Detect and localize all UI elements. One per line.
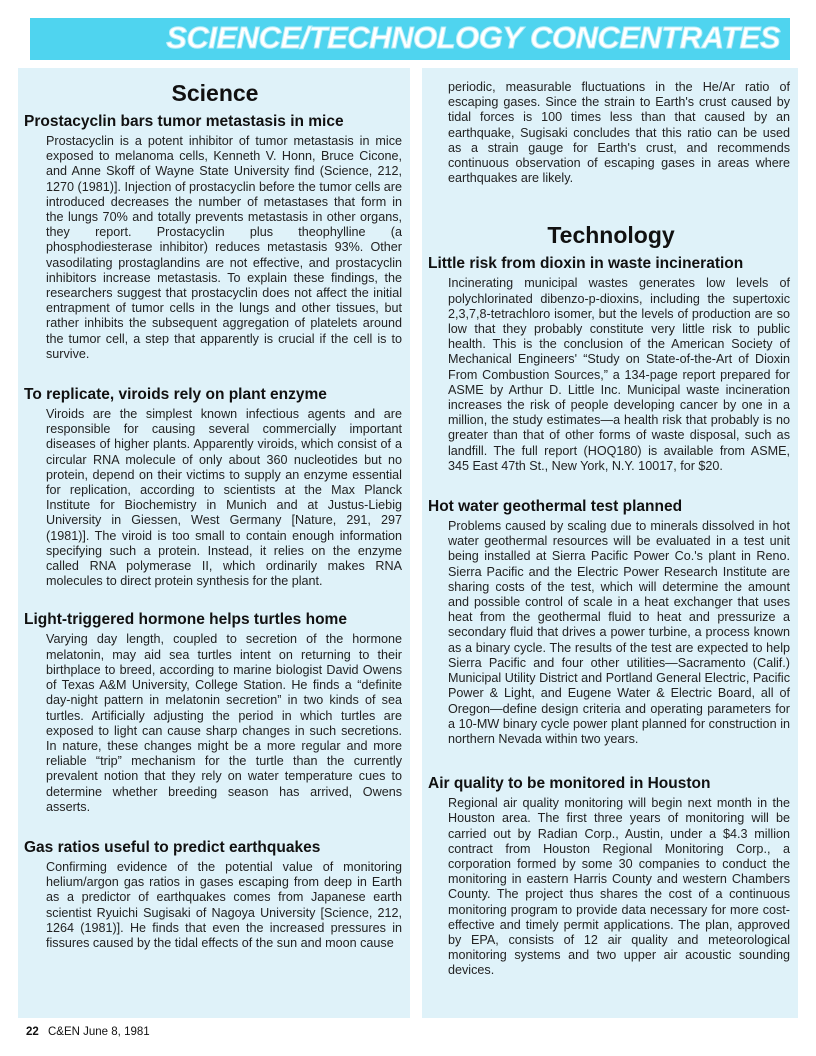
article-viroids bbox=[24, 386, 406, 589]
right-column bbox=[428, 76, 794, 1021]
article-body: Confirming evidence of the potential value of monitoring helium/argon gas ratios in gases escaping from deep in Earth as a predictor of earthquakes comes from Japanese earth scientist Ryuichi Sugisaki of Nagoya University [Science, 212, 1264 (1981)]. He finds that even the increased pressures in fissures caused by the tidal effects of the sun and moon cause bbox=[46, 859, 402, 950]
article-title: Hot water geothermal test planned bbox=[428, 498, 683, 516]
article-body: Varying day length, coupled to secretion of the hormone melatonin, may aid sea turtles intent on returning to their birthplace to breed, according to marine biologist David Owens of Texas A&M University, College Station. He finds a “definite day-night pattern in melatonin secretion” in two kinds of sea turtles. Artificially adjusting the period in which turtles are exposed to light can cause sharp changes in such secretions. In nature, these changes might be a more regular and more reliable “trip” mechanism for the turtle than the currently prevalent notion that they rely on water temperature cues to determine whether breeding season has arrived, Owens asserts. bbox=[46, 632, 402, 814]
article-title: Little risk from dioxin in waste incineration bbox=[428, 255, 744, 273]
page-footer bbox=[26, 1026, 150, 1038]
header-banner bbox=[30, 18, 790, 60]
earthquakes-continuation: periodic, measurable fluctuations in the He/Ar ratio of escaping gases. Since the strain to Earth's crust caused by tidal forces is 100 times less than that caused by an earthquake, Sugisaki concludes that this ratio can be used as a strain gauge for Earth's crust, and recommends continuous observation of escaping gases in areas where earthquakes are likely. bbox=[448, 80, 790, 186]
article-title: Prostacyclin bars tumor metastasis in mice bbox=[24, 113, 344, 130]
article-dioxin bbox=[428, 255, 794, 474]
article-earthquakes bbox=[24, 839, 406, 951]
article-geothermal bbox=[428, 498, 794, 747]
publication-date: C&EN June 8, 1981 bbox=[48, 1026, 150, 1038]
article-body: Regional air quality monitoring will begin next month in the Houston area. The first three years of monitoring will be carried out by Radian Corp., Austin, under a $4.3 million contract from Houston Regional Monitoring Corp., a corporation formed by some 30 companies to conduct the monitoring in eastern Harris County and western Chambers County. The project thus shares the cost of a continuous monitoring program to provide data necessary for more cost-effective and timely permit applications. The plan, approved by EPA, consists of 12 air quality and meteorological monitoring systems and two upper air acoustic sounding devices. bbox=[448, 796, 790, 978]
technology-heading: Technology bbox=[547, 222, 675, 249]
article-body: Problems caused by scaling due to minerals dissolved in hot water geothermal resources will be evaluated in a test unit being installed at Sierra Pacific Power Co.'s plant in Reno. Sierra Pacific and the Electric Power Research Institute are sharing costs of the test, which will determine the amount and possible control of scale in a heat exchanger that uses heat from the geothermal fluid to heat and pressurize a secondary fluid that drives a power turbine, a process known as a binary cycle. The results of the test are expected to help Sierra Pacific and four other utilities—Sacramento (Calif.) Municipal Utility District and Portland General Electric, Pacific Power & Light, and Eugene Water & Electric Board, all of Oregon—define design criteria and operating parameters for a 10-MW binary cycle power plant planned for construction in northern Nevada within two years. bbox=[448, 519, 790, 746]
article-title: To replicate, viroids rely on plant enzyme bbox=[24, 386, 327, 404]
article-title: Air quality to be monitored in Houston bbox=[428, 775, 711, 793]
science-heading: Science bbox=[171, 80, 259, 106]
page-number: 22 bbox=[26, 1026, 39, 1038]
article-body: Prostacyclin is a potent inhibitor of tumor metastasis in mice exposed to melanoma cells, Kenneth V. Honn, Bruce Cicone, and Anne Skoff of Wayne State University find (Science, 212, 1270 (1981)]. Injection of prostacyclin before the tumor cells are introduced decreases the number of metastases that form in the lungs 70% and totally prevents metastasis in other organs, they report. Prostacyclin plus theophylline (a phosphodiesterase inhibitor) reduces metastasis 93%. Other vasodilating prostaglandins are not effective, and prostacyclin inhibitors increase metastasis. To explain these findings, the researchers suggest that prostacyclin does not affect the initial entrapment of tumor cells in the lungs and other tissues, but rather inhibits the subsequent aggregation of platelets around the tumor cell, a step that apparently is crucial if the cell is to survive. bbox=[46, 134, 402, 361]
article-title: Gas ratios useful to predict earthquakes bbox=[24, 838, 321, 856]
article-title: Light-triggered hormone helps turtles home bbox=[24, 611, 347, 629]
article-body: Viroids are the simplest known infectious agents and are responsible for causing several commercially important diseases of higher plants. Apparently viroids, which consist of a circular RNA molecule of only about 360 nucleotides but no protein, depend on their victims to supply an enzyme essential for replication, according to scientists at the Max Planck Institute for Biochemistry in Munich and at Justus-Liebig University in Giessen, West Germany [Nature, 291, 297 (1981)]. The viroid is too small to contain enough information specifying such a protein. Instead, it relies on the enzyme called RNA polymerase II, which ordinarily makes RNA molecules to direct protein synthesis for the plant. bbox=[46, 407, 402, 589]
article-prostacyclin bbox=[24, 113, 406, 362]
article-turtles bbox=[24, 611, 406, 814]
article-houston bbox=[428, 775, 794, 978]
banner-title: SCIENCE/TECHNOLOGY CONCENTRATES bbox=[166, 20, 780, 55]
left-column bbox=[24, 76, 406, 1021]
article-body: Incinerating municipal wastes generates low levels of polychlorinated dibenzo-p-dioxins, including the supertoxic 2,3,7,8-tetrachloro isomer, but the levels of production are so low that they probably constitute very little risk to public health. This is the conclusion of the American Society of Mechanical Engineers' “Study on State-of-the-Art of Dioxin From Combustion Sources,” a 134-page report prepared for ASME by Arthur D. Little Inc. Municipal waste incineration increases the risk of people developing cancer by one in a million, the study estimates—a health risk that probably is no greater than that of other forms of waste disposal, such as landfill. The full report (HOQ180) is available from ASME, 345 East 47th St., New York, N.Y. 10017, for $20. bbox=[448, 276, 790, 473]
